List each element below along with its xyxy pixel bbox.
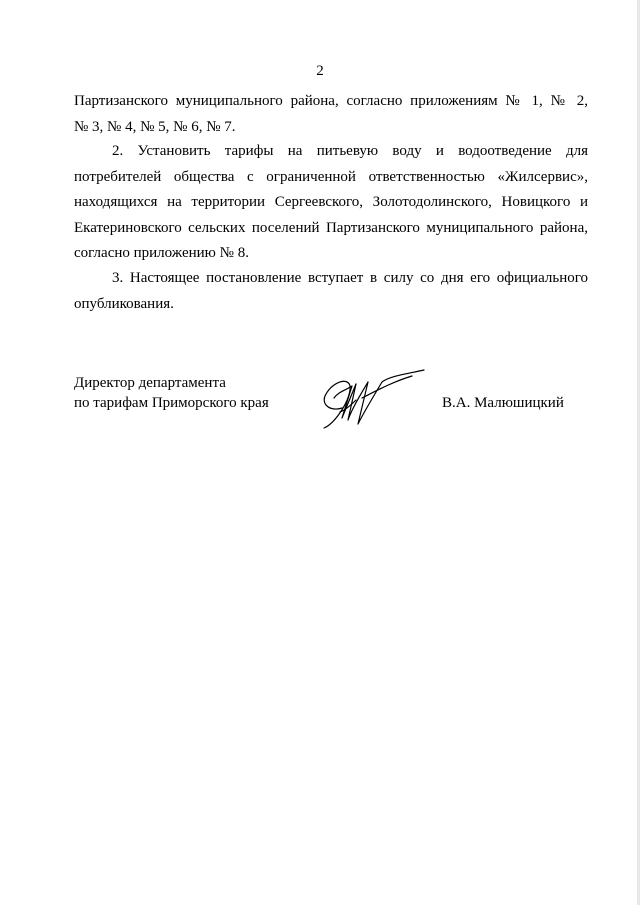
- signatory-position: [74, 373, 269, 413]
- paragraph-line: находящихся на территории Сергеевского, Золотодолинского, Новицкого и: [74, 194, 588, 210]
- signatory-name: В.А. Малюшицкий: [442, 395, 564, 411]
- paragraph-2: [74, 139, 588, 267]
- signatory-position-line: Директор департамента: [74, 375, 226, 391]
- paragraph-line: 3. Настоящее постановление вступает в силу со дня его официального: [112, 270, 588, 286]
- handwritten-signature: [312, 368, 432, 432]
- paragraph-line: 2. Установить тарифы на питьевую воду и водоотведение для: [112, 143, 588, 159]
- paragraph-3: [74, 266, 588, 317]
- paragraph-line: согласно приложению № 8.: [74, 245, 249, 261]
- paragraph-line: № 3, № 4, № 5, № 6, № 7.: [74, 118, 236, 135]
- paragraph-line: потребителей общества с ограниченной ответственностью «Жилсервис»,: [74, 168, 588, 185]
- signatory-position-line: по тарифам Приморского края: [74, 395, 269, 411]
- paragraph-line: Партизанского муниципального района, согласно приложениям № 1, № 2,: [74, 93, 588, 109]
- paragraph-line: Екатериновского сельских поселений Партизанского муниципального района,: [74, 219, 588, 236]
- page-number: 2: [316, 63, 324, 79]
- paragraph-1-continuation: [74, 89, 588, 140]
- paragraph-line: опубликования.: [74, 295, 174, 312]
